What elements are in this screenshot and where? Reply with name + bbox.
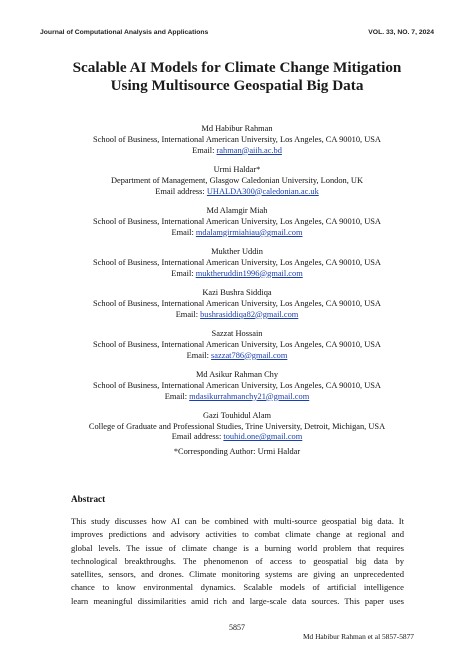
author-name: Md Habibur Rahman [201,124,273,133]
author-affiliation: Department of Management, Glasgow Caledonian University, London, UK [110,175,364,185]
journal-name: Journal of Computational Analysis and Applications [40,29,209,36]
author-affiliation: School of Business, International American University, Los Angeles, CA 90010, USA [93,216,381,226]
author-affiliation: College of Graduate and Professional Studies, Trine University, Detroit, Michigan, USA [88,421,386,431]
author-name: Md Asikur Rahman Chy [195,369,279,379]
abstract-line: learn meaningful dissimilarities amid rich and large-scale data sources. This paper uses [71,595,404,606]
author-email-link[interactable]: sazzat786@gmail.com [211,350,288,360]
author-email-link[interactable]: bushrasiddiqa82@gmail.com [200,309,299,319]
abstract-heading: Abstract [71,494,106,504]
author-affiliation: School of Business, International American University, Los Angeles, CA 90010, USA [93,339,381,349]
author-email-label: Email: [171,268,196,278]
author-email-link[interactable]: rahman@aiih.ac.bd [216,145,282,155]
author-name: Mukther Uddin [211,246,263,256]
corresponding-author-note: *Corresponding Author: Urmi Haldar [173,447,301,456]
author-block [40,370,434,402]
abstract-line: technological breakthroughs. The phenomenon of access to geospatial big data by [71,555,404,566]
author-block [40,247,434,279]
paper-title [40,59,434,95]
abstract-line: satellites, sensors, and drones. Climate monitoring systems are giving an unprecedented [71,569,404,580]
author-email-label: Email address: [155,186,207,196]
author-email-row [40,351,434,362]
author-email-row [40,310,434,321]
author-email-label: Email address: [171,432,224,442]
author-name: Gazi Touhidul Alam [202,410,272,420]
author-affiliation: School of Business, International American University, Los Angeles, CA 90010, USA [93,257,381,267]
author-email-row [40,187,434,198]
paper-title-line-2: Using Multisource Geospatial Big Data [110,77,364,94]
author-email-link[interactable]: muktheruddin1996@gmail.com [195,268,303,278]
author-block [40,124,434,156]
footer-author-range: Md Habibur Rahman et al 5857-5877 [302,632,414,641]
running-header [40,29,434,41]
author-email-row [40,269,434,280]
author-email-link[interactable]: touhid.one@gmail.com [223,432,303,442]
paper-title-line-1: Scalable AI Models for Climate Change Mitigation [72,59,402,76]
author-block [40,165,434,197]
author-affiliation: School of Business, International American University, Los Angeles, CA 90010, USA [93,380,381,390]
abstract-line: This study discusses how AI can be combined with multi-source geospatial big data. It [71,516,404,526]
volume-info: VOL. 33, NO. 7, 2024 [368,29,434,36]
author-email-row [40,392,434,403]
author-name: Sazzat Hossain [211,328,263,338]
author-block [40,411,434,443]
author-list [40,124,434,452]
author-block [40,329,434,361]
author-email-label: Email: [192,145,217,155]
author-email-row [40,432,434,443]
author-email-label: Email: [171,227,196,237]
author-email-link[interactable]: mdalamgirmiahiau@gmail.com [195,227,303,237]
author-block [40,206,434,238]
abstract-line: improves predictions and advisory activities to combat climate change at regional and [71,529,404,540]
abstract-body [71,515,404,608]
author-block [40,288,434,320]
page-number: 5857 [229,623,245,632]
author-affiliation: School of Business, International American University, Los Angeles, CA 90010, USA [93,134,381,144]
author-email-label: Email: [164,391,190,401]
author-name: Md Alamgir Miah [206,205,268,215]
abstract-line: chance to know environmental dynamics. Scalable models of artificial intelligence [71,582,404,593]
abstract-line: global levels. The issue of climate change is a burning world problem that requires [71,542,404,553]
author-email-link[interactable]: mdasikurrahmanchy21@gmail.com [189,391,310,401]
author-email-label: Email: [186,350,212,360]
author-email-label: Email: [175,309,201,319]
author-email-row [40,228,434,239]
author-name: Urmi Haldar* [213,164,261,174]
author-affiliation: School of Business, International American University, Los Angeles, CA 90010, USA [93,298,381,308]
author-name: Kazi Bushra Siddiqa [202,287,272,297]
author-email-link[interactable]: UHALDA300@caledonian.ac.uk [206,186,319,196]
author-email-row [40,146,434,157]
